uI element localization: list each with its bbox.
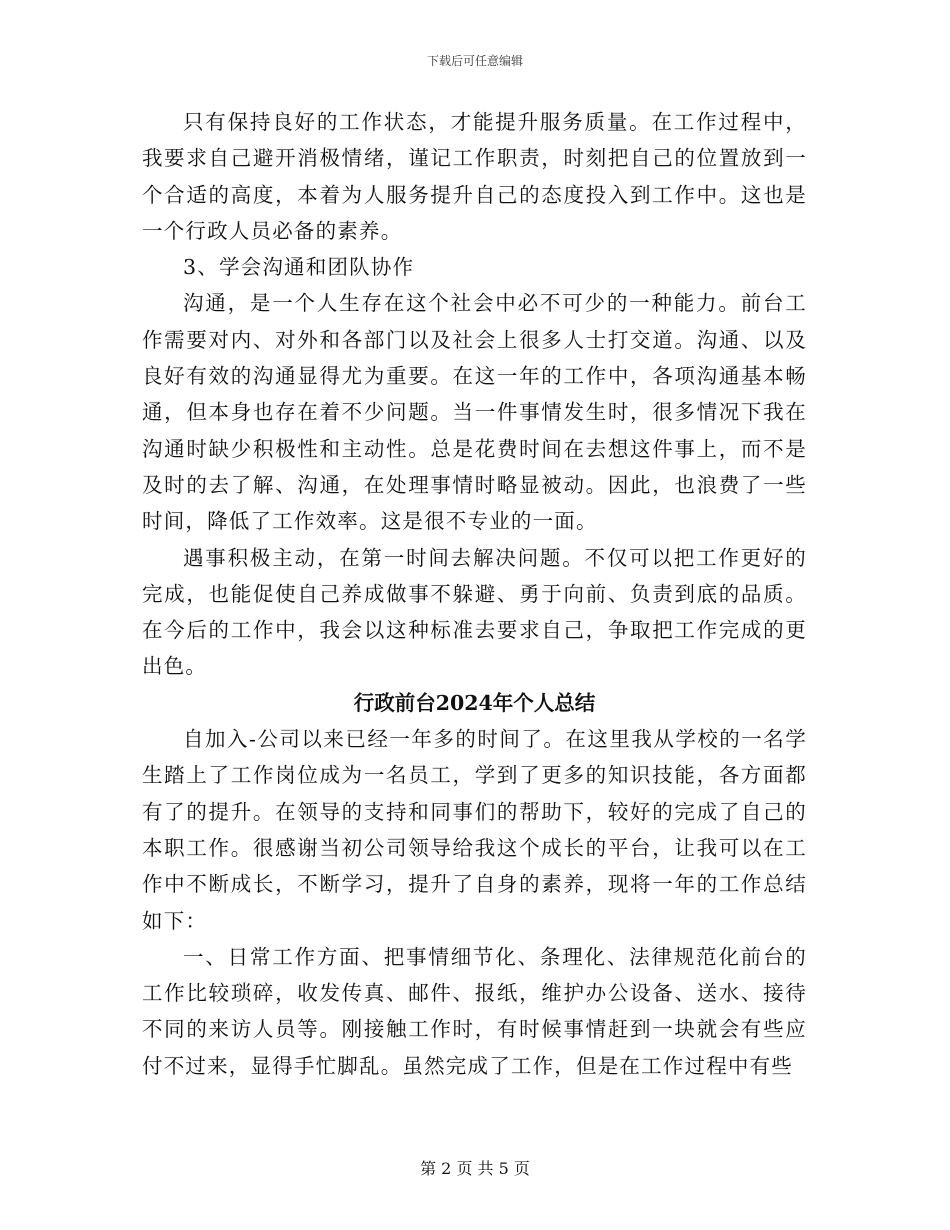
paragraph-communication: 沟通，是一个人生存在这个社会中必不可少的一种能力。前台工作需要对内、对外和各部门以及社会上很多人士打交道。沟通、以及良好有效的沟通显得尤为重要。在这一年的工作中，各项沟通基本畅通，但本身也存在着不少问题。当一件事情发生时，很多情况下我在沟通时缺少积极性和主动性。总是花费时间在去想这件事上，而不是及时的去了解、沟通，在处理事情时略显被动。因此，也浪费了一些时间，降低了工作效率。这是很不专业的一面。: [142, 291, 807, 534]
page-header-note: 下载后可任意编辑: [426, 54, 523, 68]
paragraph-daily-work: 一、日常工作方面、把事情细节化、条理化、法律规范化前台的工作比较琐碎，收发传真、邮件、报纸，维护办公设备、送水、接待不同的来访人员等。刚接触工作时，有时候事情赶到一块就会有些应付不过来，显得手忙脚乱。虽然完成了工作，但是在工作过程中有些: [142, 944, 807, 1078]
paragraph-introduction: 自加入-公司以来已经一年多的时间了。在这里我从学校的一名学生踏上了工作岗位成为一名员工，学到了更多的知识技能，各方面都有了的提升。在领导的支持和同事们的帮助下，较好的完成了自己的本职工作。很感谢当初公司领导给我这个成长的平台，让我可以在工作中不断成长，不断学习，提升了自身的素养，现将一年的工作总结如下：: [142, 727, 807, 933]
document-body: [142, 104, 807, 1084]
paragraph-proactive: 遇事积极主动，在第一时间去解决问题。不仅可以把工作更好的完成，也能促使自己养成做事不躲避、勇于向前、负责到底的品质。在今后的工作中，我会以这种标准去要求自己，争取把工作完成的更出色。: [142, 545, 807, 679]
document-section-title: 行政前台2024年个人总结: [353, 690, 596, 715]
section-heading-communication: 3、学会沟通和团队协作: [183, 255, 415, 280]
paragraph-work-attitude: 只有保持良好的工作状态，才能提升服务质量。在工作过程中，我要求自己避开消极情绪，谨记工作职责，时刻把自己的位置放到一个合适的高度，本着为人服务提升自己的态度投入到工作中。这也是一个行政人员必备的素养。: [142, 110, 807, 243]
page-number-footer: 第 2 页 共 5 页: [420, 1159, 530, 1178]
